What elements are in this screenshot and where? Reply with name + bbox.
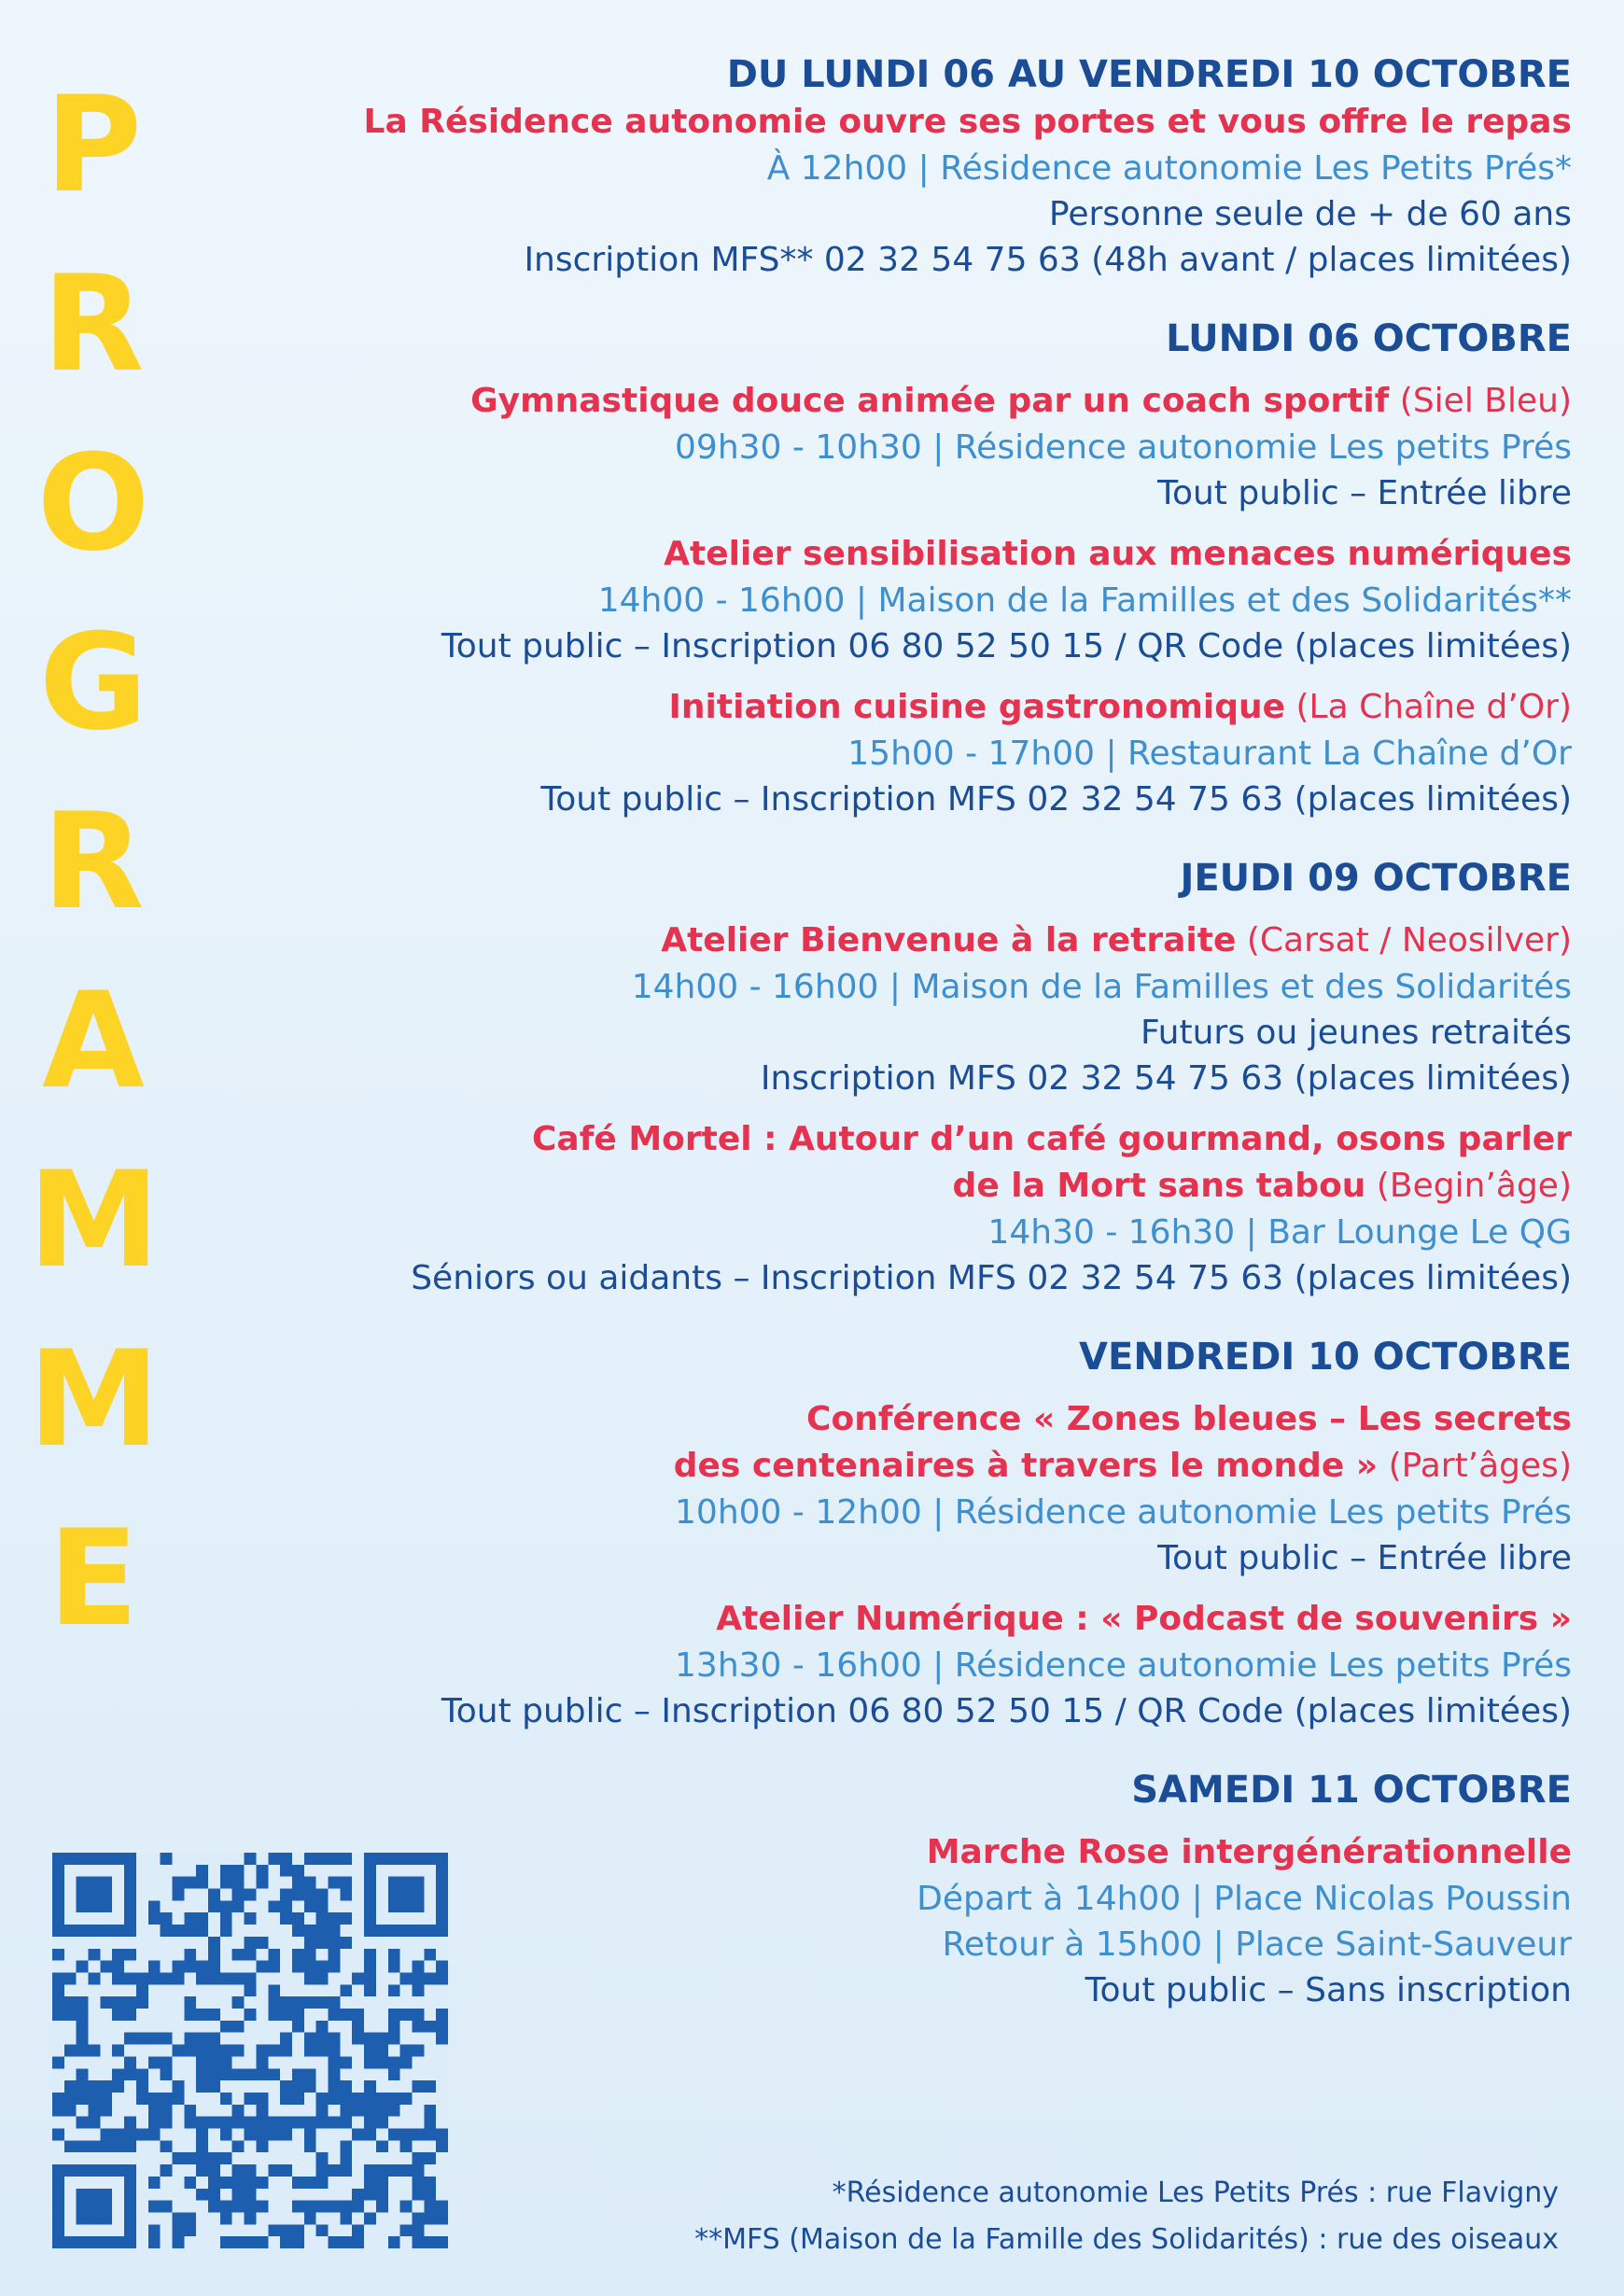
event-time: 14h00 - 16h00 | Maison de la Familles et des Solidarités [631,968,1572,1006]
event-title: Atelier sensibilisation aux menaces numériques [664,535,1572,573]
title-letter: A [42,964,145,1118]
footnote: **MFS (Maison de la Famille des Solidarités) : rue des oiseaux [694,2223,1559,2256]
day-header: DU LUNDI 06 AU VENDREDI 10 OCTOBRE [726,53,1572,96]
day-header: JEUDI 09 OCTOBRE [1180,857,1572,900]
event-note: Inscription MFS 02 32 54 75 63 (places limitées) [760,1059,1572,1098]
event-time: À 12h00 | Résidence autonomie Les Petits Prés* [766,149,1572,188]
event-note: Tout public – Entrée libre [1157,1539,1572,1577]
title-letter: E [48,1502,139,1656]
event-title-text: Atelier Bienvenue à la retraite [661,921,1237,959]
vertical-title-programme [28,56,159,1669]
event-title: Conférence « Zones bleues – Les secrets [806,1400,1572,1438]
event-time: 09h30 - 10h30 | Résidence autonomie Les petits Prés [675,428,1572,467]
event-note: Inscription MFS** 02 32 54 75 63 (48h avant / places limitées) [524,241,1572,279]
day-header: SAMEDI 11 OCTOBRE [1131,1769,1572,1812]
event-title-text: Gymnastique douce animée par un coach sportif [470,382,1390,420]
programme-content [172,50,1572,2013]
event-title [172,917,1572,964]
event-note: Tout public – Inscription 06 80 52 50 15 / QR Code (places limitées) [441,1692,1572,1730]
event-note: Tout public – Entrée libre [1157,474,1572,512]
title-letter: R [42,785,145,939]
title-letter: M [28,1143,161,1297]
event-time: 15h00 - 17h00 | Restaurant La Chaîne d’Or [847,735,1572,773]
day-header: LUNDI 06 OCTOBRE [1166,317,1572,360]
event-note: Tout public – Inscription MFS 02 32 54 75 63 (places limitées) [540,780,1572,819]
title-letter: R [42,247,145,401]
event-time: 13h30 - 16h00 | Résidence autonomie Les petits Prés [675,1646,1572,1685]
event-note: Tout public – Inscription 06 80 52 50 15 / QR Code (places limitées) [441,627,1572,665]
event-title [172,684,1572,731]
title-letter: M [28,1323,161,1477]
event-organizer: (La Chaîne d’Or) [1285,688,1572,726]
day-header: VENDREDI 10 OCTOBRE [1079,1336,1572,1379]
event-organizer: (Begin’âge) [1365,1167,1572,1205]
event-note: Séniors ou aidants – Inscription MFS 02 32 54 75 63 (places limitées) [411,1259,1572,1297]
event-title [172,1163,1572,1210]
qr-code-icon[interactable] [52,1853,448,2248]
title-letter: P [44,68,143,222]
event-title [172,378,1572,425]
event-organizer: (Siel Bleu) [1389,382,1572,420]
event-title [172,1443,1572,1490]
event-time: Départ à 14h00 | Place Nicolas Poussin [917,1880,1572,1918]
event-title-text: des centenaires à travers le monde » [673,1447,1379,1485]
event-title-text: de la Mort sans tabou [952,1167,1366,1205]
event-title: La Résidence autonomie ouvre ses portes et vous offre le repas [363,103,1572,141]
event-time: Retour à 15h00 | Place Saint-Sauveur [942,1925,1572,1964]
event-note: Tout public – Sans inscription [1085,1971,1572,2009]
event-title: Atelier Numérique : « Podcast de souvenirs » [716,1600,1572,1638]
title-letter: O [36,427,150,581]
event-time: 10h00 - 12h00 | Résidence autonomie Les petits Prés [675,1493,1572,1532]
event-note: Futurs ou jeunes retraités [1140,1014,1572,1052]
event-organizer: (Part’âges) [1378,1447,1572,1485]
event-title-text: Initiation cuisine gastronomique [668,688,1286,726]
event-time: 14h00 - 16h00 | Maison de la Familles et des Solidarités** [597,581,1572,620]
footnotes [694,2170,1559,2263]
event-time: 14h30 - 16h30 | Bar Lounge Le QG [987,1213,1572,1252]
event-title: Café Mortel : Autour d’un café gourmand, osons parler [532,1120,1572,1158]
footnote: *Résidence autonomie Les Petits Prés : rue Flavigny [832,2177,1559,2209]
event-organizer: (Carsat / Neosilver) [1236,921,1572,959]
title-letter: G [38,606,148,760]
event-note: Personne seule de + de 60 ans [1048,195,1572,233]
event-title: Marche Rose intergénérationnelle [926,1833,1572,1871]
